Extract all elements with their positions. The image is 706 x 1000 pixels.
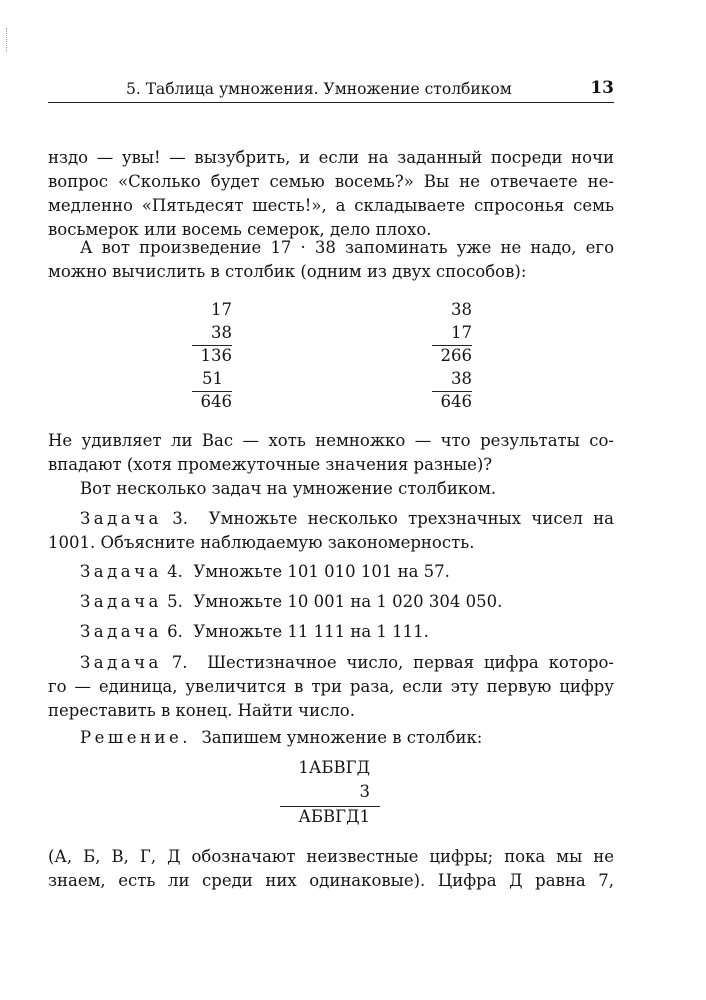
text-line: вопрос «Сколько будет семью восемь?» Вы не отвечаете не- bbox=[48, 172, 614, 191]
text-line: А вот произведение 17 · 38 запоминать уже не надо, его bbox=[80, 238, 614, 257]
solution-column bbox=[280, 758, 380, 828]
problem-line bbox=[48, 620, 614, 644]
running-header bbox=[48, 78, 614, 103]
problem-7 bbox=[48, 651, 614, 723]
problem-text: Умножьте 101 010 101 на 57. bbox=[193, 562, 450, 581]
multiplication-right bbox=[428, 300, 472, 416]
mult-left-row: 136 bbox=[200, 346, 232, 365]
problem-label: Задача bbox=[80, 653, 162, 672]
mult-right-row: 38 bbox=[451, 300, 472, 319]
problem-text: Умножьте 10 001 на 1 020 304 050. bbox=[193, 592, 503, 611]
problem-label: Задача bbox=[80, 562, 162, 581]
problem-6 bbox=[48, 620, 614, 644]
mult-right-row: 38 bbox=[451, 369, 472, 388]
page-number: 13 bbox=[590, 78, 614, 98]
mult-left-row: 38 bbox=[211, 323, 232, 342]
mult-right-row: 646 bbox=[440, 392, 472, 411]
solution-intro bbox=[48, 726, 614, 750]
solution-row: АБВГД1 bbox=[298, 807, 370, 826]
problem-text: Умножьте 11 111 на 1 111. bbox=[193, 622, 429, 641]
mult-left-row: 17 bbox=[211, 300, 232, 319]
problem-line: го — единица, увеличится в три раза, если эту первую цифру bbox=[48, 677, 614, 696]
problem-5 bbox=[48, 590, 614, 614]
multiplication-left bbox=[190, 300, 232, 416]
solution-line bbox=[48, 726, 614, 750]
text-line: Вот несколько задач на умножение столбиком. bbox=[80, 479, 497, 498]
paragraph-1 bbox=[48, 146, 614, 242]
header-title: 5. Таблица умножения. Умножение столбиком bbox=[126, 80, 512, 98]
text-line: (А, Б, В, Г, Д обозначают неизвестные цифры; пока мы не bbox=[48, 847, 614, 866]
solution-label: Решение. bbox=[80, 728, 191, 747]
problem-number: 3. bbox=[172, 509, 188, 528]
problem-4 bbox=[48, 560, 614, 584]
problem-line bbox=[48, 651, 614, 675]
solution-row: 3 bbox=[359, 782, 370, 801]
problem-text: Шестизначное число, первая цифра которо- bbox=[207, 653, 614, 672]
problem-number: 4. bbox=[167, 562, 183, 581]
text-line: нздо — увы! — вызубрить, и если на заданный посреди ночи bbox=[48, 148, 614, 167]
margin-mark bbox=[6, 28, 9, 52]
text-line: медленно «Пятьдесят шесть!», а складываете спросонья семь bbox=[48, 196, 614, 215]
text-line: знаем, есть ли среди них одинаковые). Цифра Д равна 7, bbox=[48, 871, 614, 890]
problem-line: 1001. Объясните наблюдаемую закономерность. bbox=[48, 533, 475, 552]
paragraph-2 bbox=[48, 236, 614, 284]
text-line: восьмерок или восемь семерок, дело плохо. bbox=[48, 220, 432, 239]
problem-line bbox=[48, 507, 614, 531]
solution-text: Запишем умножение в столбик: bbox=[201, 728, 483, 747]
mult-right-row: 266 bbox=[440, 346, 472, 365]
text-line: Не удивляет ли Вас — хоть немножко — что результаты со- bbox=[48, 431, 614, 450]
problem-3 bbox=[48, 507, 614, 555]
paragraph-after-solution bbox=[48, 845, 614, 893]
problem-number: 6. bbox=[167, 622, 183, 641]
problem-text: Умножьте несколько трехзначных чисел на bbox=[208, 509, 614, 528]
mult-left-row: 646 bbox=[200, 392, 232, 411]
mult-left-row: 51 bbox=[202, 369, 223, 388]
problem-number: 7. bbox=[171, 653, 188, 672]
problem-line: переставить в конец. Найти число. bbox=[48, 701, 355, 720]
solution-row: 1АБВГД bbox=[298, 758, 370, 777]
problem-number: 5. bbox=[167, 592, 183, 611]
problem-line bbox=[48, 560, 614, 584]
paragraph-3 bbox=[48, 429, 614, 501]
problem-label: Задача bbox=[80, 592, 162, 611]
problem-label: Задача bbox=[80, 509, 162, 528]
problem-line bbox=[48, 590, 614, 614]
text-line: можно вычислить в столбик (одним из двух способов): bbox=[48, 262, 527, 281]
problem-label: Задача bbox=[80, 622, 162, 641]
mult-right-row: 17 bbox=[451, 323, 472, 342]
text-line: впадают (хотя промежуточные значения разные)? bbox=[48, 455, 493, 474]
